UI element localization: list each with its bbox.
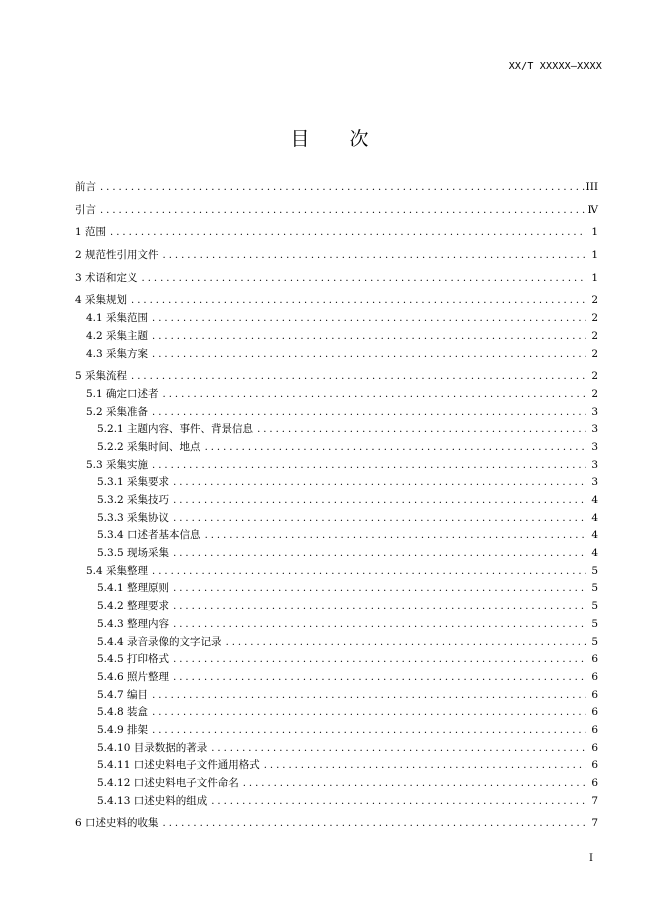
toc-entry-page: 3 bbox=[591, 423, 598, 436]
toc-entry[interactable] bbox=[75, 310, 598, 328]
toc-leader-dots bbox=[171, 510, 586, 528]
toc-entry[interactable] bbox=[75, 179, 598, 197]
toc-entry-page: 2 bbox=[591, 370, 598, 383]
toc-entry-page: 3 bbox=[591, 440, 598, 453]
toc-entry-label: 5.3.4 口述者基本信息 bbox=[97, 529, 201, 542]
toc-leader-dots bbox=[255, 421, 586, 439]
toc-entry-page: 2 bbox=[591, 294, 598, 307]
toc-entry[interactable] bbox=[75, 527, 598, 545]
toc-leader-dots bbox=[129, 292, 586, 310]
toc-entry-page: 5 bbox=[591, 582, 598, 595]
toc-entry[interactable] bbox=[75, 740, 598, 758]
toc-entry[interactable] bbox=[75, 598, 598, 616]
toc-entry-label: 5.3 采集实施 bbox=[86, 458, 149, 471]
toc-entry[interactable] bbox=[75, 386, 598, 404]
toc-entry-label: 5.4.3 整理内容 bbox=[97, 617, 170, 630]
toc-entry-label: 5.4.5 打印格式 bbox=[97, 653, 170, 666]
toc-entry-page: 6 bbox=[591, 741, 598, 754]
toc-leader-dots bbox=[209, 740, 586, 758]
toc-entry-page: III bbox=[585, 181, 598, 193]
toc-entry-label: 5.3.1 采集要求 bbox=[97, 476, 170, 489]
toc-entry-label: 5.4.4 录音录像的文字记录 bbox=[97, 635, 222, 648]
toc-entry-label: 5.2.2 采集时间、地点 bbox=[97, 440, 201, 453]
toc-entry-page: 4 bbox=[591, 494, 598, 506]
toc-entry-page: 2 bbox=[591, 329, 598, 342]
toc-entry[interactable] bbox=[75, 545, 598, 563]
toc-entry-label: 4.2 采集主题 bbox=[86, 329, 149, 342]
toc-leader-dots bbox=[171, 651, 586, 669]
toc-entry[interactable] bbox=[75, 492, 598, 510]
toc-leader-dots bbox=[150, 563, 586, 581]
toc-leader-dots bbox=[150, 328, 586, 346]
toc-title-char-2: 次 bbox=[349, 128, 369, 150]
toc-entry[interactable] bbox=[75, 224, 598, 242]
toc-entry[interactable] bbox=[75, 616, 598, 634]
toc-entry[interactable] bbox=[75, 202, 598, 220]
toc-leader-dots bbox=[209, 793, 586, 811]
toc-entry-page: 6 bbox=[591, 777, 598, 789]
toc-entry-page: 3 bbox=[591, 405, 598, 418]
toc-entry-label: 2 规范性引用文件 bbox=[75, 249, 159, 262]
toc-leader-dots bbox=[98, 202, 586, 220]
toc-entry-page: 5 bbox=[591, 617, 598, 630]
toc-entry[interactable] bbox=[75, 815, 598, 833]
toc-entry-label: 引言 bbox=[75, 203, 96, 216]
toc-leader-dots bbox=[171, 474, 586, 492]
toc-entry-label: 前言 bbox=[75, 181, 96, 193]
toc-entry-page: 4 bbox=[591, 529, 598, 542]
toc-entry-label: 5 采集流程 bbox=[75, 370, 128, 383]
toc-entry-page: 6 bbox=[591, 723, 598, 736]
toc-entry-page: 3 bbox=[591, 458, 598, 471]
toc-leader-dots bbox=[150, 346, 586, 364]
toc-entry-label: 3 术语和定义 bbox=[75, 271, 138, 284]
toc-entry-page: 1 bbox=[591, 271, 598, 284]
toc-entry[interactable] bbox=[75, 457, 598, 475]
toc-entry-page: 6 bbox=[591, 653, 598, 666]
toc-entry-label: 5.2.1 主题内容、事件、背景信息 bbox=[97, 423, 254, 436]
toc-leader-dots bbox=[161, 815, 586, 833]
toc-entry[interactable] bbox=[75, 775, 598, 793]
toc-entry-label: 4.3 采集方案 bbox=[86, 347, 149, 360]
toc-entry[interactable] bbox=[75, 247, 598, 265]
toc-entry-page: 5 bbox=[591, 564, 598, 577]
toc-leader-dots bbox=[171, 616, 586, 634]
toc-entry-page: 6 bbox=[591, 759, 598, 772]
toc-leader-dots bbox=[171, 580, 586, 598]
toc-entry-page: 4 bbox=[591, 511, 598, 524]
toc-entry-page: 2 bbox=[591, 347, 598, 360]
toc-leader-dots bbox=[150, 310, 586, 328]
toc-entry-label: 5.2 采集准备 bbox=[86, 405, 149, 418]
toc-title bbox=[0, 124, 659, 151]
toc-entry[interactable] bbox=[75, 404, 598, 422]
toc-entry-page: 5 bbox=[591, 635, 598, 648]
toc-leader-dots bbox=[129, 368, 586, 386]
toc-entry-label: 6 口述史料的收集 bbox=[75, 817, 159, 830]
toc-entry[interactable] bbox=[75, 474, 598, 492]
toc-entry-page: 3 bbox=[591, 476, 598, 489]
toc-entry[interactable] bbox=[75, 704, 598, 722]
toc-entry[interactable] bbox=[75, 510, 598, 528]
toc-entry-label: 5.4.10 目录数据的著录 bbox=[97, 741, 208, 754]
toc-entry[interactable] bbox=[75, 292, 598, 310]
toc-entry-label: 5.4.12 口述史料电子文件命名 bbox=[97, 777, 239, 789]
toc-leader-dots bbox=[171, 545, 586, 563]
toc-entry-label: 5.4.1 整理原则 bbox=[97, 582, 170, 595]
toc-entry[interactable] bbox=[75, 722, 598, 740]
toc-entry-label: 5.3.5 现场采集 bbox=[97, 547, 170, 560]
toc-leader-dots bbox=[108, 224, 586, 242]
toc-entry-label: 4 采集规划 bbox=[75, 294, 128, 307]
toc-entry-label: 5.4.2 整理要求 bbox=[97, 600, 170, 613]
toc-entry-label: 5.4.8 装盒 bbox=[97, 706, 149, 719]
toc-entry[interactable] bbox=[75, 270, 598, 288]
toc-leader-dots bbox=[150, 404, 586, 422]
toc-entry-label: 5.3.2 采集技巧 bbox=[97, 494, 170, 506]
toc-leader-dots bbox=[171, 669, 586, 687]
toc-entry-page: 6 bbox=[591, 670, 598, 683]
document-code: XX/T XXXXX—XXXX bbox=[508, 61, 602, 72]
toc-entry-label: 4.1 采集范围 bbox=[86, 312, 149, 325]
toc-leader-dots bbox=[161, 247, 586, 265]
toc-entry[interactable] bbox=[75, 439, 598, 457]
toc-entry-page: 7 bbox=[591, 794, 598, 807]
toc-entry-page: 5 bbox=[591, 600, 598, 613]
toc-entry[interactable] bbox=[75, 669, 598, 687]
toc-entry[interactable] bbox=[75, 757, 598, 775]
toc-leader-dots bbox=[150, 687, 586, 705]
toc-entry-label: 5.4.7 编目 bbox=[97, 688, 149, 701]
toc-title-char-1: 目 bbox=[290, 128, 310, 150]
toc-leader-dots bbox=[98, 179, 586, 197]
toc-leader-dots bbox=[171, 492, 586, 510]
toc-entry-page: 1 bbox=[591, 226, 598, 239]
toc-entry-page: 6 bbox=[591, 688, 598, 701]
table-of-contents bbox=[75, 179, 598, 833]
toc-leader-dots bbox=[150, 704, 586, 722]
toc-entry[interactable] bbox=[75, 651, 598, 669]
page-number: I bbox=[589, 853, 593, 864]
toc-entry-label: 5.4.9 排架 bbox=[97, 723, 149, 736]
toc-entry-label: 1 范围 bbox=[75, 226, 107, 239]
toc-entry-page: 4 bbox=[591, 547, 598, 560]
toc-entry-page: 2 bbox=[591, 312, 598, 325]
toc-entry[interactable] bbox=[75, 328, 598, 346]
toc-entry[interactable] bbox=[75, 421, 598, 439]
toc-leader-dots bbox=[203, 527, 586, 545]
toc-leader-dots bbox=[161, 386, 586, 404]
toc-entry-label: 5.4.13 口述史料的组成 bbox=[97, 794, 208, 807]
toc-leader-dots bbox=[150, 457, 586, 475]
toc-entry-label: 5.4.11 口述史料电子文件通用格式 bbox=[97, 759, 260, 772]
toc-entry-label: 5.4 采集整理 bbox=[86, 564, 149, 577]
toc-leader-dots bbox=[140, 270, 586, 288]
toc-leader-dots bbox=[171, 598, 586, 616]
toc-leader-dots bbox=[262, 757, 586, 775]
toc-entry-page: 1 bbox=[591, 249, 598, 262]
toc-entry[interactable] bbox=[75, 634, 598, 652]
toc-entry-label: 5.1 确定口述者 bbox=[86, 387, 159, 400]
toc-entry-page: Ⅳ bbox=[587, 203, 598, 216]
toc-entry-page: 6 bbox=[591, 706, 598, 719]
toc-entry[interactable] bbox=[75, 563, 598, 581]
toc-entry[interactable] bbox=[75, 580, 598, 598]
toc-entry[interactable] bbox=[75, 687, 598, 705]
toc-entry-page: 2 bbox=[591, 387, 598, 400]
toc-leader-dots bbox=[224, 634, 586, 652]
toc-entry-label: 5.4.6 照片整理 bbox=[97, 670, 170, 683]
toc-leader-dots bbox=[203, 439, 586, 457]
toc-entry-page: 7 bbox=[591, 817, 598, 830]
toc-entry[interactable] bbox=[75, 793, 598, 811]
toc-leader-dots bbox=[150, 722, 586, 740]
toc-entry[interactable] bbox=[75, 346, 598, 364]
toc-entry[interactable] bbox=[75, 368, 598, 386]
toc-entry-label: 5.3.3 采集协议 bbox=[97, 511, 170, 524]
toc-leader-dots bbox=[241, 775, 586, 793]
